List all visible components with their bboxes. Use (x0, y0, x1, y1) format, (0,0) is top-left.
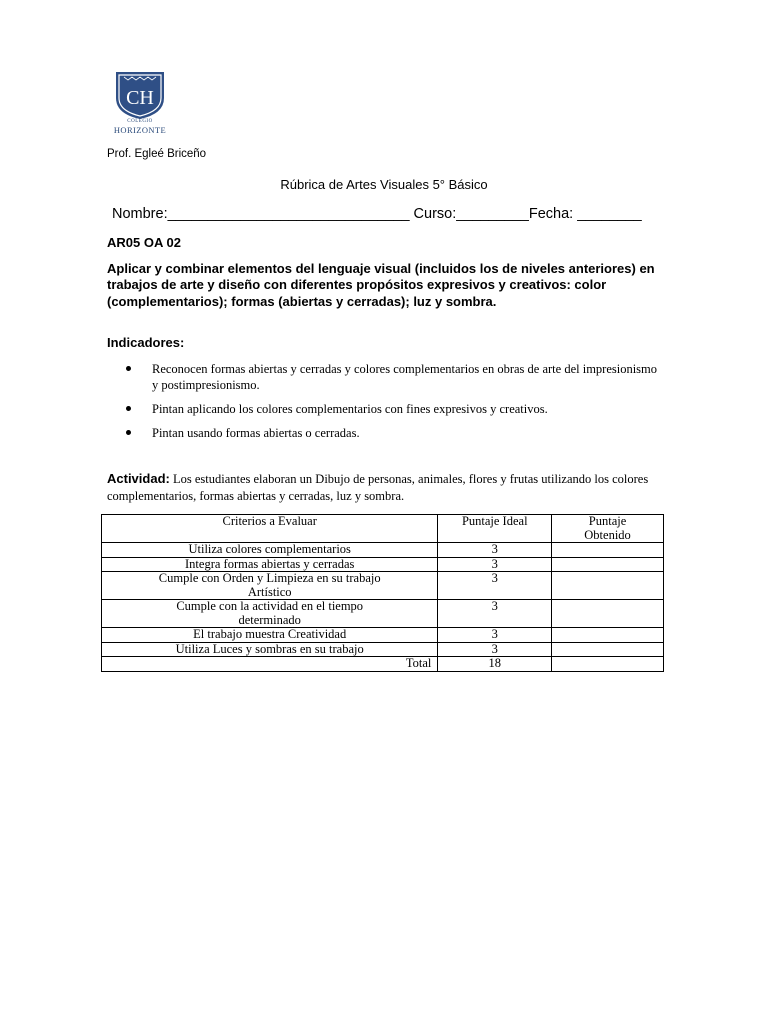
indicator-text: Reconocen formas abiertas y cerradas y colores complementarios en obras de arte del impresionismo y postimpresionismo. (152, 362, 658, 392)
criterio-cell: El trabajo muestra Creatividad (102, 628, 438, 643)
school-crest-icon (104, 70, 176, 120)
student-fields-line: Nombre:______________________________ Curso:_________Fecha: ________ (112, 206, 642, 222)
ideal-cell: 3 (438, 557, 552, 572)
criterio-text: Cumple con la actividad en el tiempo determinado (176, 599, 364, 627)
indicator-item (126, 425, 666, 441)
indicator-text: Pintan usando formas abiertas o cerradas. (152, 426, 360, 440)
activity-label: Actividad: (107, 471, 170, 486)
header-puntaje-obtenido (552, 515, 664, 543)
objective-code: AR05 OA 02 (107, 235, 181, 250)
total-label: Total (102, 657, 438, 672)
crest-initials: CH (126, 87, 154, 109)
table-row (102, 628, 664, 643)
school-logo (104, 70, 176, 138)
bullet-icon (126, 430, 131, 435)
ideal-cell: 3 (438, 642, 552, 657)
ideal-cell: 3 (438, 572, 552, 600)
table-total-row (102, 657, 664, 672)
total-value: 18 (438, 657, 552, 672)
bullet-icon (126, 406, 131, 411)
school-name: HORIZONTE (113, 125, 167, 135)
table-row (102, 543, 664, 558)
header-puntaje-obtenido-text: Puntaje Obtenido (584, 514, 631, 542)
obtenido-cell[interactable] (552, 642, 664, 657)
indicators-list (126, 361, 666, 449)
indicators-heading: Indicadores: (107, 335, 185, 350)
table-row (102, 572, 664, 600)
criterio-cell: Utiliza colores complementarios (102, 543, 438, 558)
table-row (102, 600, 664, 628)
table-header-row (102, 515, 664, 543)
criterio-cell: Integra formas abiertas y cerradas (102, 557, 438, 572)
criterio-cell: Utiliza Luces y sombras en su trabajo (102, 642, 438, 657)
ideal-cell: 3 (438, 628, 552, 643)
table-row (102, 557, 664, 572)
obtenido-cell[interactable] (552, 572, 664, 600)
indicator-item (126, 401, 666, 417)
school-name-small: COLEGIO (127, 119, 153, 124)
rubric-table (101, 514, 664, 672)
bullet-icon (126, 366, 131, 371)
ideal-cell: 3 (438, 600, 552, 628)
header-puntaje-ideal: Puntaje Ideal (438, 515, 552, 543)
activity-paragraph (107, 471, 667, 504)
ideal-cell: 3 (438, 543, 552, 558)
criterio-cell (102, 572, 438, 600)
indicator-text: Pintan aplicando los colores complementarios con fines expresivos y creativos. (152, 402, 548, 416)
objective-text: Aplicar y combinar elementos del lenguaje visual (incluidos los de niveles anteriores) en trabajos de arte y diseño con diferentes propósitos expresivos y creativos: color (complementarios); formas (abiertas y cerradas); luz y sombra. (107, 261, 655, 309)
table-row (102, 642, 664, 657)
page-title: Rúbrica de Artes Visuales 5° Básico (280, 177, 488, 192)
obtenido-cell[interactable] (552, 600, 664, 628)
criterio-cell (102, 600, 438, 628)
header-criterios: Criterios a Evaluar (102, 515, 438, 543)
teacher-name: Prof. Egleé Briceño (107, 148, 207, 160)
obtenido-cell[interactable] (552, 543, 664, 558)
obtenido-cell[interactable] (552, 557, 664, 572)
indicator-item (126, 361, 666, 393)
obtenido-cell[interactable] (552, 628, 664, 643)
total-obtenido-cell[interactable] (552, 657, 664, 672)
activity-text: Los estudiantes elaboran un Dibujo de personas, animales, flores y frutas utilizando los colores complementarios, formas abiertas y cerradas, luz y sombra. (107, 472, 649, 503)
criterio-text: Cumple con Orden y Limpieza en su trabajo Artístico (158, 571, 381, 599)
